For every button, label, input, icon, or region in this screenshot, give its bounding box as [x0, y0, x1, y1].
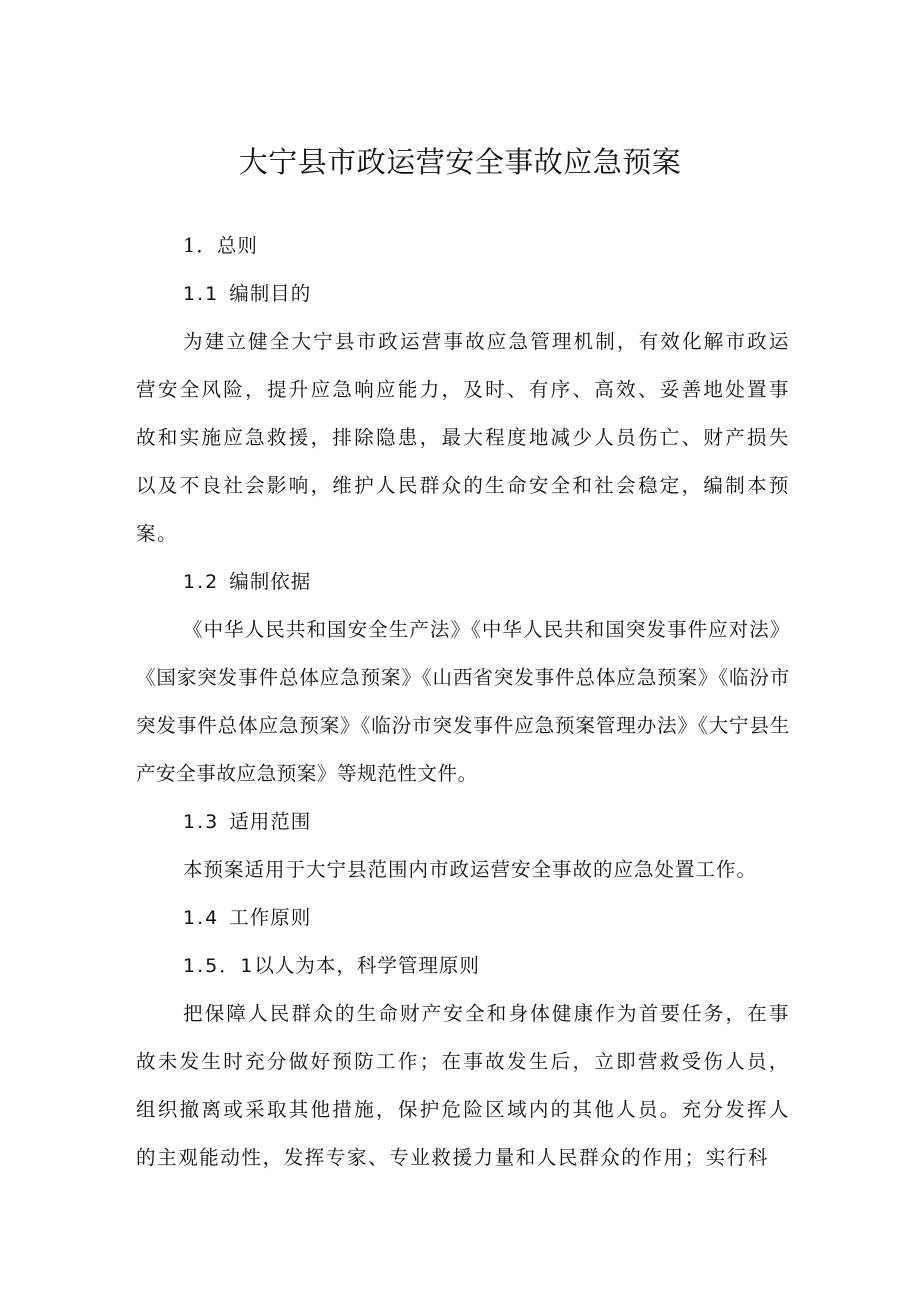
paragraph-scope: 本预案适用于大宁县范围内市政运营安全事故的应急处置工作。 [183, 858, 758, 881]
paragraph-basis: 《中华人民共和国安全生产法》《中华人民共和国突发事件应对法》《国家突发事件总体应急预案》《山西省突发事件总体应急预案》《临汾市突发事件总体应急预案》《临汾市突发事件应急预案管理办法》《大宁县生产安全事故应急预案》等规范性文件。 [136, 618, 790, 785]
section-heading-1-1 [136, 270, 790, 318]
section-number: 1.2 [183, 571, 220, 593]
section-heading-1-text: 1．总则 [183, 234, 258, 257]
document-body [136, 222, 790, 1182]
section-heading-1-4 [136, 894, 790, 942]
section-number: 1.4 [183, 907, 220, 929]
document-title: 大宁县市政运营安全事故应急预案 [238, 145, 682, 179]
section-label: 以人为本，科学管理原则 [254, 954, 480, 977]
section-heading-1-3 [136, 798, 790, 846]
section-heading-1-5-1 [136, 942, 790, 990]
section-label: 编制依据 [229, 570, 312, 593]
section-label: 编制目的 [229, 282, 312, 305]
section-label: 工作原则 [229, 906, 312, 929]
section-number: 1.3 [183, 811, 220, 833]
section-number: 1.1 [183, 283, 220, 305]
section-label: 适用范围 [229, 810, 312, 833]
paragraph-people-first: 把保障人民群众的生命财产安全和身体健康作为首要任务，在事故未发生时充分做好预防工作；在事故发生后，立即营救受伤人员，组织撤离或采取其他措施，保护危险区域内的其他人员。充分发挥人的主观能动性，发挥专家、专业救援力量和人民群众的作用；实行科 [136, 1002, 790, 1169]
section-heading-1 [136, 222, 790, 270]
paragraph-purpose: 为建立健全大宁县市政运营事故应急管理机制，有效化解市政运营安全风险，提升应急响应能力，及时、有序、高效、妥善地处置事故和实施应急救援，排除隐患，最大程度地减少人员伤亡、财产损失以及不良社会影响，维护人民群众的生命安全和社会稳定，编制本预案。 [136, 330, 790, 545]
section-number: 1.5．1 [183, 955, 255, 977]
section-heading-1-2 [136, 558, 790, 606]
